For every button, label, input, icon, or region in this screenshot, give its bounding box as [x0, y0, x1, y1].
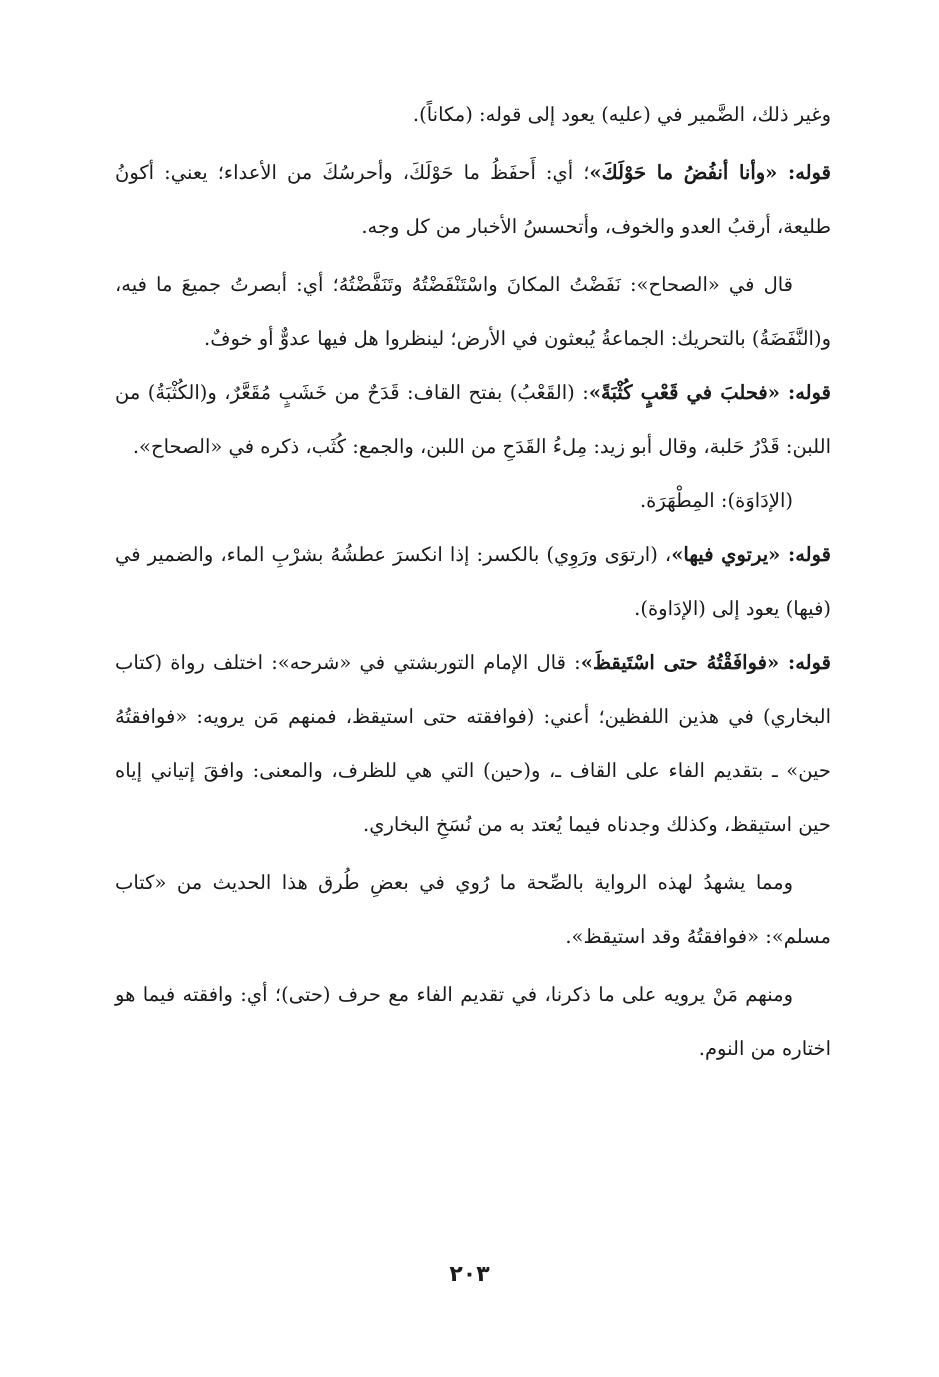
lemma-7: قوله: «فوافَقْتُهُ حتى اسْتَيقظَ» [580, 651, 831, 674]
lemma-6: قوله: «يرتوي فيها» [671, 543, 831, 566]
paragraph-1-text: وغير ذلك، الضَّمير في (عليه) يعود إلى قوله: (مكاناً). [412, 103, 831, 126]
paragraph-3-text: قال في «الصحاح»: نَفَضْتُ المكانَ واسْتَنْفَضْتُهُ وتَنَفَّضْتُهُ؛ أي: أبصرتُ جميعَ ما فيه، و(النَّفَضَةُ) بالتحريك: الجماعةُ يُبعثون في الأرض؛ لينظروا هل فيها عدوٌّ أو خوفٌ. [115, 273, 831, 350]
paragraph-7-text: : قال الإمام التوربشتي في «شرحه»: اختلف رواة (كتاب البخاري) في هذين اللفظين؛ أعني: (فوافقته حتى استيقظ، فمنهم مَن يرويه: «فوافقتُهُ حين» ـ بتقديم الفاء على القاف ـ، و(حين) التي هي للظرف، والمعنى: وافقَ إتياني إياه حين استيقظ، وكذلك وجدناه فيما يُعتد به من نُسَخِ البخاري. [115, 651, 831, 836]
paragraph-4 [115, 366, 831, 474]
page-number: ٢٠٣ [449, 1262, 490, 1287]
lemma-2: قوله: «وأنا أنفُضُ ما حَوْلَكَ» [589, 161, 831, 184]
paragraph-2 [115, 146, 831, 254]
paragraph-9 [115, 968, 831, 1076]
paragraph-7 [115, 636, 831, 852]
paragraph-3 [115, 258, 831, 366]
paragraph-5 [115, 474, 831, 528]
paragraph-8 [115, 856, 831, 964]
paragraph-9-text: ومنهم مَنْ يرويه على ما ذكرنا، في تقديم الفاء مع حرف (حتى)؛ أي: وافقته فيما هو اختاره من النوم. [115, 983, 831, 1060]
paragraph-6 [115, 528, 831, 636]
lemma-4: قوله: «فحلبَ في قَعْبٍ كُثْبَةً» [588, 381, 831, 404]
paragraph-1 [115, 88, 831, 142]
page-body [115, 88, 831, 1076]
paragraph-2-text: ؛ أي: أَحفَظُ ما حَوْلَكَ، وأحرسُكَ من الأعداء؛ يعني: أكونُ طليعة، أرقبُ العدو والخوف، وأتحسسُ الأخبار من كل وجه. [115, 161, 831, 238]
paragraph-8-text: ومما يشهدُ لهذه الرواية بالصِّحة ما رُوي في بعضِ طُرق هذا الحديث من «كتاب مسلم»: «فوافقتُهُ وقد استيقظ». [115, 871, 831, 948]
paragraph-6-text: ، (ارتوَى ورَوِي) بالكسر: إذا انكسرَ عطشُهُ بشرْبِ الماء، والضمير في (فيها) يعود إلى (الإدَاوة). [115, 543, 831, 620]
paragraph-5-text: (الإدَاوَة): المِطْهَرَة. [639, 489, 793, 512]
paragraph-4-text: : (القَعْبُ) بفتح القاف: قَدَحٌ من خَشَبٍ مُقَعَّرٌ، و(الكُثْبَةُ) من اللبن: قَدْرُ حَلبة، وقال أبو زيد: مِلءُ القَدَحِ من اللبن، والجمع: كُثَب، ذكره في «الصحاح». [115, 381, 831, 458]
